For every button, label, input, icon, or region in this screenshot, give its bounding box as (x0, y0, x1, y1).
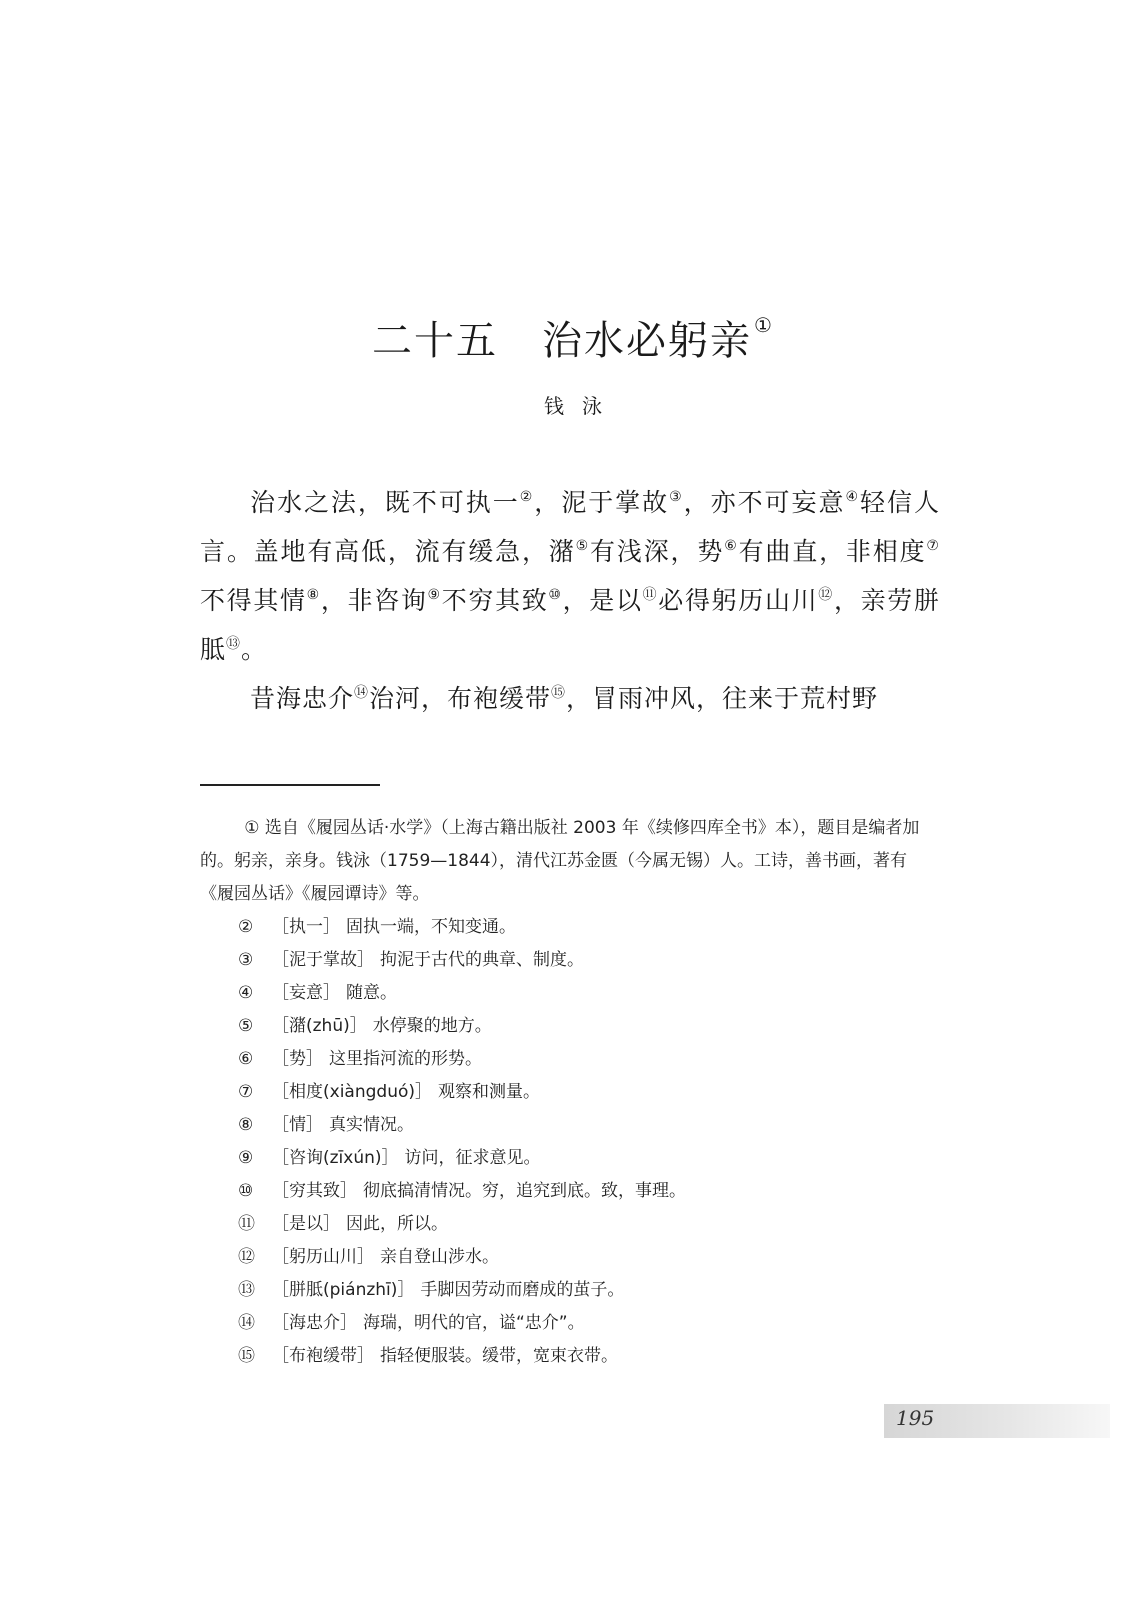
title-footnote-mark: ① (754, 312, 774, 337)
body-text-segment: 有曲直，非相度 (738, 537, 927, 566)
footnote-item (200, 1043, 940, 1076)
footnote-text: 真实情况。 (329, 1115, 414, 1135)
footnote-text: 亲自登山涉水。 (380, 1247, 499, 1267)
footnote-term: ［执一］ (272, 917, 340, 937)
footnote-text: 固执一端，不知变通。 (346, 917, 516, 937)
footnote-mark: ④ (238, 983, 254, 1003)
footnote-mark: ⑧ (238, 1115, 254, 1135)
body-text-segment: ，是以 (562, 586, 643, 615)
footnote-item (200, 1208, 940, 1241)
footnote-mark: ⑥ (238, 1049, 254, 1069)
footnote-mark: ① (244, 818, 260, 838)
footnote-term: ［潴(zhū)］ (272, 1016, 367, 1036)
footnote-term: ［泥于掌故］ (272, 950, 374, 970)
footnote-text: 因此，所以。 (346, 1214, 448, 1234)
footnote-ref: ③ (669, 489, 684, 505)
footnote-mark: ⑪ (238, 1214, 255, 1234)
footnote-ref: ⑩ (548, 587, 563, 603)
footnote-term: ［咨询(zīxún)］ (272, 1148, 399, 1168)
footnote-ref: ⑬ (226, 636, 242, 652)
footnote-mark: ⑤ (238, 1016, 254, 1036)
footnote-text: 拘泥于古代的典章、制度。 (380, 950, 584, 970)
footnote-term: ［势］ (272, 1049, 323, 1069)
body-text-segment: 治河，布袍缓带 (369, 684, 552, 713)
footnote-text: 指轻便服装。缓带，宽束衣带。 (380, 1346, 618, 1366)
footnote-divider (200, 784, 380, 786)
footnotes (200, 812, 940, 1373)
body-text-segment: 不得其情 (200, 586, 307, 615)
body-text (200, 478, 940, 723)
author-name: 钱泳 (544, 394, 620, 418)
footnote-item (200, 1307, 940, 1340)
footnote-mark: ② (238, 917, 254, 937)
footnote-mark: ⑮ (238, 1346, 255, 1366)
body-text-segment: 。 (241, 635, 268, 664)
footnote-item (200, 1340, 940, 1373)
footnote-text: 这里指河流的形势。 (329, 1049, 482, 1069)
footnote-text: 彻底搞清情况。穷，追究到底。致，事理。 (363, 1181, 686, 1201)
footnote-text: 水停聚的地方。 (372, 1016, 492, 1036)
footnote-ref: ⑤ (575, 538, 591, 554)
footnote-text: 访问，征求意见。 (404, 1148, 541, 1168)
body-text-segment: 有浅深，势 (590, 537, 725, 566)
footnote-item (200, 977, 940, 1010)
footnote-mark: ③ (238, 950, 254, 970)
body-text-segment: 不穷其致 (441, 586, 549, 615)
body-text-segment: ，亲劳胼胝 (200, 586, 940, 664)
body-text-segment: 昔海忠介 (250, 684, 355, 713)
footnote-ref: ④ (845, 489, 860, 505)
footnote-1 (200, 812, 940, 911)
footnote-term: ［是以］ (272, 1214, 340, 1234)
footnote-text: 手脚因劳动而磨成的茧子。 (420, 1280, 625, 1300)
footnote-ref: ⑫ (818, 587, 834, 603)
body-paragraph (200, 478, 940, 674)
footnote-mark: ⑨ (238, 1148, 254, 1168)
footnote-term: ［躬历山川］ (272, 1247, 374, 1267)
footnote-item (200, 911, 940, 944)
footnote-item (200, 944, 940, 977)
chapter-title-text: 治水必躬亲 (542, 317, 753, 364)
footnote-list (200, 911, 940, 1373)
footnote-text: 海瑞，明代的官，谥“忠介”。 (363, 1313, 585, 1333)
footnote-text: 选自《履园丛话·水学》（上海古籍出版社 2003 年《续修四库全书》本），题目是编者加的。躬亲，亲身。钱泳（1759—1844），清代江苏金匮（今属无锡）人。工诗，善书画，著有《履园丛话》《履园谭诗》等。 (200, 818, 920, 904)
chapter-title (0, 309, 1146, 366)
footnote-item (200, 1076, 940, 1109)
footnote-ref: ② (519, 489, 535, 505)
footnote-ref: ⑭ (354, 685, 370, 701)
chapter-number: 二十五 (372, 317, 499, 364)
footnote-item (200, 1142, 940, 1175)
body-paragraph (200, 674, 940, 723)
footnote-ref: ⑪ (642, 587, 659, 603)
footnote-item (200, 1175, 940, 1208)
footnote-item (200, 1274, 940, 1307)
footnote-text: 观察和测量。 (438, 1082, 540, 1102)
footnote-term: ［情］ (272, 1115, 323, 1135)
footnote-item (200, 1010, 940, 1043)
footnote-term: ［海忠介］ (272, 1313, 357, 1333)
page-number: 195 (896, 1406, 935, 1430)
footnote-ref: ⑨ (427, 587, 442, 603)
footnote-term: ［胼胝(piánzhī)］ (272, 1280, 415, 1300)
body-text-segment: ，泥于掌故 (534, 488, 670, 517)
body-text-segment: 治水之法，既不可执一 (250, 488, 520, 517)
footnote-item (200, 1109, 940, 1142)
footnote-mark: ⑦ (238, 1082, 254, 1102)
body-text-segment: ，非咨询 (320, 586, 428, 615)
footnote-term: ［布袍缓带］ (272, 1346, 374, 1366)
footnote-ref: ⑥ (724, 538, 739, 554)
body-text-segment: 必得躬历山川 (658, 586, 819, 615)
body-text-segment: ，亦不可妄意 (683, 488, 846, 517)
footnote-ref: ⑦ (926, 538, 940, 554)
footnote-text: 随意。 (346, 983, 397, 1003)
footnote-term: ［妄意］ (272, 983, 340, 1003)
footnote-mark: ⑩ (238, 1181, 254, 1201)
footnote-item (200, 1241, 940, 1274)
body-text-segment: ，冒雨冲风，往来于荒村野 (566, 684, 879, 713)
footnote-ref: ⑮ (551, 685, 567, 701)
body-text-segment: 轻信人言。盖地有高低，流有缓急，潴 (200, 488, 940, 566)
footnote-mark: ⑬ (238, 1280, 255, 1300)
footnote-mark: ⑫ (238, 1247, 255, 1267)
footnote-term: ［穷其致］ (272, 1181, 357, 1201)
footnote-ref: ⑧ (306, 587, 321, 603)
footnote-term: ［相度(xiàngduó)］ (272, 1082, 432, 1102)
footnote-mark: ⑭ (238, 1313, 255, 1333)
